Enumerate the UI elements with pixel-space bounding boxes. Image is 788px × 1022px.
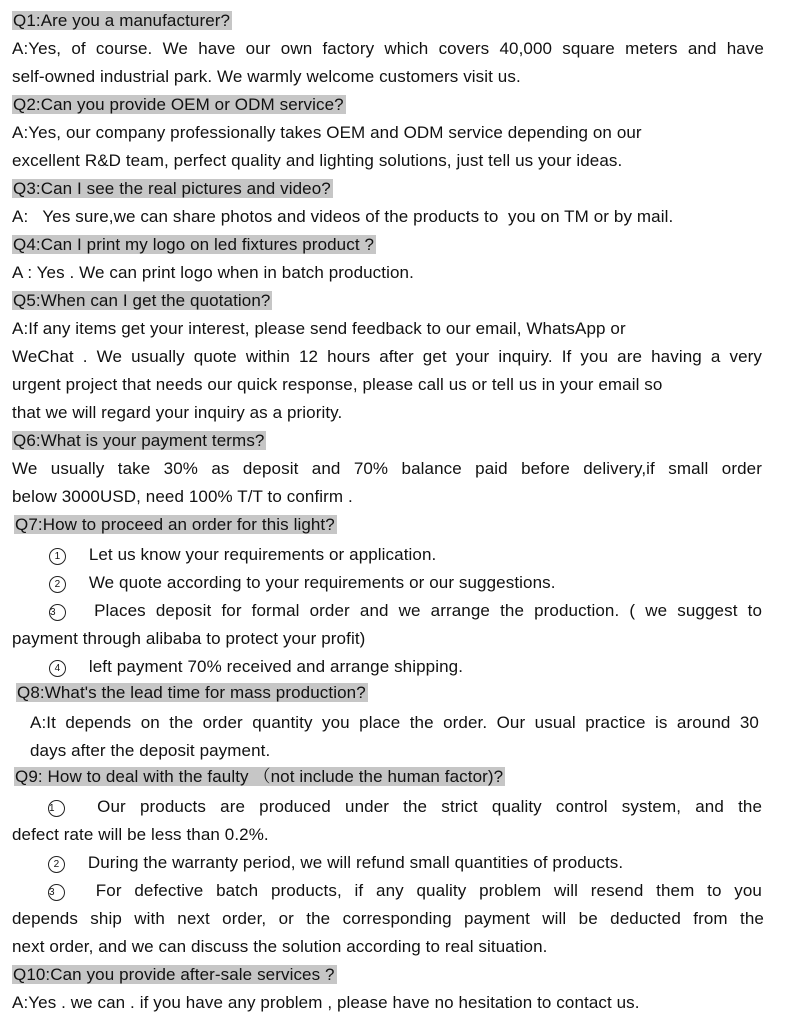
- step-7-3-text: Places deposit for formal order and we arrange the production. ( we suggest to: [94, 601, 762, 620]
- answer-6-line-1: We usually take 30% as deposit and 70% balance paid before delivery,if small order: [12, 459, 762, 478]
- question-1: Q1:Are you a manufacturer?: [13, 11, 231, 30]
- circled-number-4: 4: [49, 660, 66, 677]
- question-9: Q9: How to deal with the faulty （not include the human factor)?: [15, 767, 504, 786]
- step-9-3-continuation-1: depends ship with next order, or the corresponding payment will be deducted from the: [12, 909, 764, 928]
- step-9-3: [48, 880, 762, 902]
- question-2: Q2:Can you provide OEM or ODM service?: [13, 95, 344, 114]
- step-9-2: [48, 852, 623, 874]
- circled-number-3: 3: [48, 884, 65, 901]
- circled-number-1: 1: [49, 548, 66, 565]
- circled-number-2: 2: [48, 856, 65, 873]
- answer-4-line-1: A : Yes . We can print logo when in batch production.: [12, 263, 414, 282]
- step-7-4-text: left payment 70% received and arrange shipping.: [88, 657, 464, 676]
- circled-number-2: 2: [49, 576, 66, 593]
- step-7-3-continuation: payment through alibaba to protect your profit): [12, 629, 366, 648]
- question-3: Q3:Can I see the real pictures and video?: [13, 179, 331, 198]
- circled-number-1: 1: [48, 800, 65, 817]
- answer-5-line-3: urgent project that needs our quick response, please call us or tell us in your email so: [12, 375, 663, 394]
- step-7-4: [49, 656, 463, 678]
- answer-8-line-2: days after the deposit payment.: [30, 741, 271, 760]
- step-9-1-text: Our products are produced under the strict quality control system, and the: [97, 797, 762, 816]
- question-8: Q8:What's the lead time for mass production?: [17, 683, 366, 702]
- step-9-2-text: During the warranty period, we will refund small quantities of products.: [87, 853, 624, 872]
- answer-5-line-1: A:If any items get your interest, please send feedback to our email, WhatsApp or: [12, 319, 626, 338]
- answer-10-line-1: A:Yes . we can . if you have any problem , please have no hesitation to contact us.: [12, 993, 640, 1012]
- question-5: Q5:When can I get the quotation?: [13, 291, 271, 310]
- step-7-1: [49, 544, 436, 566]
- answer-5-line-4: that we will regard your inquiry as a priority.: [12, 403, 343, 422]
- step-9-1-continuation: defect rate will be less than 0.2%.: [12, 825, 269, 844]
- step-9-1: [48, 796, 762, 818]
- step-7-2-text: We quote according to your requirements or our suggestions.: [88, 573, 556, 592]
- answer-1-line-1: A:Yes, of course. We have our own factory which covers 40,000 square meters and have: [12, 39, 764, 58]
- question-6: Q6:What is your payment terms?: [13, 431, 265, 450]
- step-7-3: [49, 600, 762, 622]
- question-7: Q7:How to proceed an order for this light?: [15, 515, 335, 534]
- answer-5-line-2: WeChat . We usually quote within 12 hours after get your inquiry. If you are having a very: [12, 347, 762, 366]
- question-4: Q4:Can I print my logo on led fixtures product ?: [13, 235, 375, 254]
- step-7-2: [49, 572, 556, 594]
- answer-6-line-2: below 3000USD, need 100% T/T to confirm .: [12, 487, 353, 506]
- question-10: Q10:Can you provide after-sale services ?: [13, 965, 335, 984]
- answer-2-line-2: excellent R&D team, perfect quality and lighting solutions, just tell us your ideas.: [12, 151, 623, 170]
- answer-3-line-1: A: Yes sure,we can share photos and videos of the products to you on TM or by mail.: [12, 207, 674, 226]
- step-7-1-text: Let us know your requirements or application.: [88, 545, 437, 564]
- answer-2-line-1: A:Yes, our company professionally takes OEM and ODM service depending on our: [12, 123, 642, 142]
- circled-number-3: 3: [49, 604, 66, 621]
- answer-1-line-2: self-owned industrial park. We warmly welcome customers visit us.: [12, 67, 521, 86]
- step-9-3-text: For defective batch products, if any quality problem will resend them to you: [95, 881, 762, 900]
- step-9-3-continuation-2: next order, and we can discuss the solution according to real situation.: [12, 937, 548, 956]
- answer-8-line-1: A:It depends on the order quantity you place the order. Our usual practice is around 30: [30, 713, 759, 732]
